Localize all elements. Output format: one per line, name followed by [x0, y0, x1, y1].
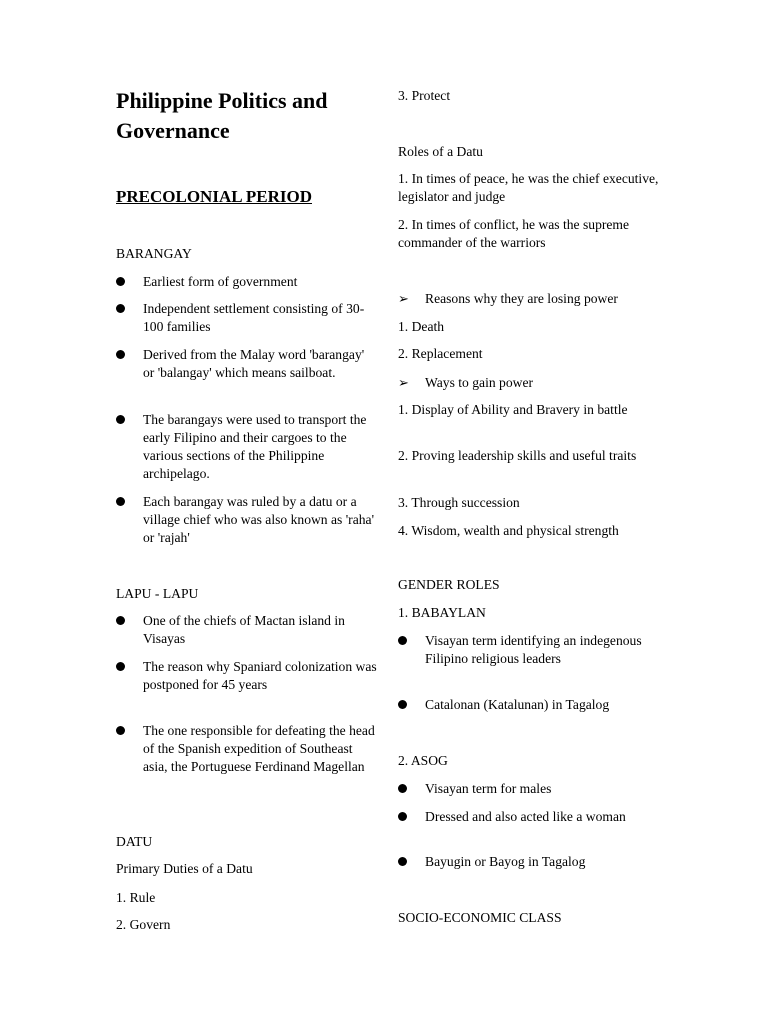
bullet-icon	[116, 304, 125, 313]
bullet-icon	[398, 784, 407, 793]
list-item: 3. Through succession	[398, 495, 520, 510]
bullet-icon	[116, 497, 125, 506]
list-item: Each barangay was ruled by a datu or a village chief who was also known as 'raha' or 'rajah'	[116, 493, 378, 547]
bullet-icon	[398, 812, 407, 821]
list-item: The barangays were used to transport the early Filipino and their cargoes to the various sections of the Philippine archipelago.	[116, 411, 378, 483]
list-item: The reason why Spaniard colonization was postponed for 45 years	[116, 658, 378, 694]
list-item: Dressed and also acted like a woman	[398, 808, 660, 826]
bullet-icon	[116, 350, 125, 359]
arrow-list-item: ➢ Ways to gain power	[398, 375, 534, 390]
list-item: 1. Display of Ability and Bravery in battle	[398, 402, 628, 417]
list-item: 2. Replacement	[398, 346, 483, 361]
list-item: Derived from the Malay word 'barangay' or 'balangay' which means sailboat.	[116, 346, 378, 382]
list-item: 1. In times of peace, he was the chief executive, legislator and judge	[398, 171, 659, 204]
list-item: 1. Rule	[116, 890, 156, 905]
list-item: Catalonan (Katalunan) in Tagalog	[398, 696, 660, 714]
arrow-list-item: ➢ Reasons why they are losing power	[398, 291, 618, 306]
bullet-icon	[116, 726, 125, 735]
bullet-icon	[398, 700, 407, 709]
socio-economic-label: SOCIO-ECONOMIC CLASS	[398, 910, 562, 925]
document-title: Philippine Politics and Governance	[116, 88, 328, 143]
roles-label: Roles of a Datu	[398, 144, 483, 159]
list-item: Visayan term for males	[398, 780, 660, 798]
section-heading: PRECOLONIAL PERIOD	[116, 187, 312, 206]
bullet-icon	[116, 277, 125, 286]
list-item: The one responsible for defeating the head of the Spanish expedition of Southeast asia, the Portuguese Ferdinand Magellan	[116, 722, 378, 776]
bullet-icon	[116, 662, 125, 671]
arrow-bullet-icon: ➢	[398, 291, 409, 306]
asog-label: 2. ASOG	[398, 753, 448, 768]
bullet-icon	[116, 415, 125, 424]
list-item: 4. Wisdom, wealth and physical strength	[398, 523, 619, 538]
bullet-icon	[116, 616, 125, 625]
arrow-bullet-icon: ➢	[398, 375, 409, 390]
list-item: Earliest form of government	[116, 273, 378, 291]
datu-label: DATU	[116, 834, 153, 849]
babaylan-label: 1. BABAYLAN	[398, 605, 486, 620]
list-item: Bayugin or Bayog in Tagalog	[398, 853, 660, 871]
bullet-icon	[398, 857, 407, 866]
list-item: One of the chiefs of Mactan island in Visayas	[116, 612, 378, 648]
barangay-label: BARANGAY	[116, 246, 192, 261]
lapulapu-label: LAPU - LAPU	[116, 586, 199, 601]
list-item: 3. Protect	[398, 88, 451, 103]
list-item: 2. In times of conflict, he was the supreme commander of the warriors	[398, 217, 630, 250]
list-item: 2. Govern	[116, 917, 171, 932]
list-item: Independent settlement consisting of 30-100 families	[116, 300, 378, 336]
bullet-icon	[398, 636, 407, 645]
gender-roles-label: GENDER ROLES	[398, 577, 500, 592]
datu-duties-label: Primary Duties of a Datu	[116, 861, 253, 876]
list-item: 1. Death	[398, 319, 445, 334]
list-item: 2. Proving leadership skills and useful traits	[398, 448, 637, 463]
list-item: Visayan term identifying an indegenous Filipino religious leaders	[398, 632, 660, 668]
